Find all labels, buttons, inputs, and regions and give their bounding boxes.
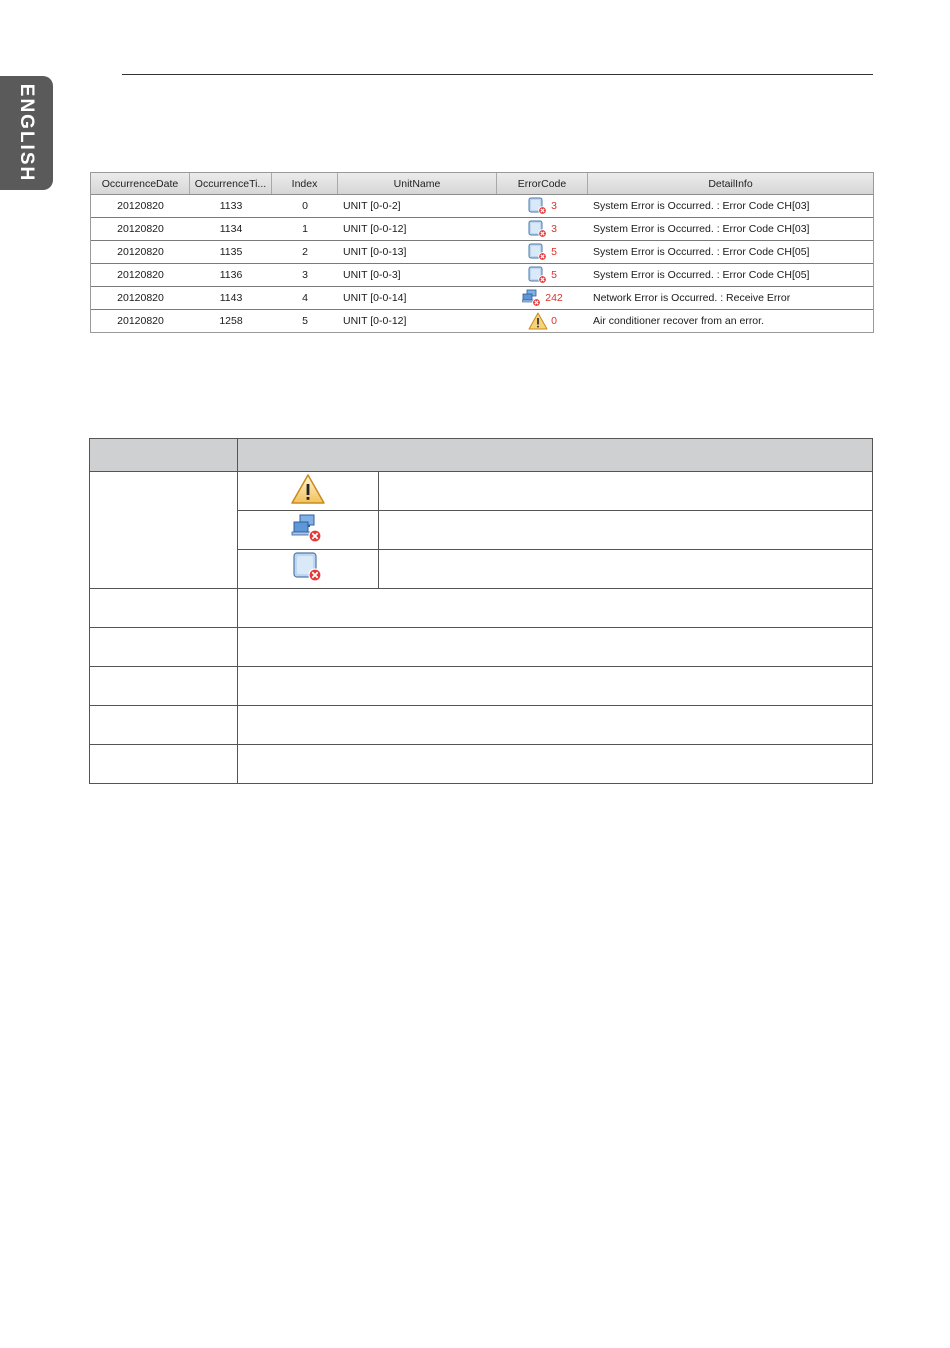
cell-occurrence-time: 1136 xyxy=(219,269,243,281)
system-error-icon xyxy=(291,551,325,583)
error-history-grid xyxy=(90,172,874,333)
cell-unit-name: UNIT [0-0-14] xyxy=(343,292,407,304)
grid-body xyxy=(91,195,873,332)
icon-cell xyxy=(237,550,378,589)
cell-unit-name: UNIT [0-0-3] xyxy=(343,269,401,281)
network-error-icon xyxy=(291,512,325,544)
table-row xyxy=(90,706,873,745)
warning-icon xyxy=(528,312,548,330)
cell-unit-name: UNIT [0-0-12] xyxy=(343,223,407,235)
field-name-cell xyxy=(90,667,238,706)
cell-occurrence-date: 20120820 xyxy=(117,246,164,258)
cell-occurrence-date: 20120820 xyxy=(117,292,164,304)
cell-error-code xyxy=(497,287,588,309)
system-error-icon xyxy=(528,197,548,215)
header-cell-right xyxy=(237,439,872,472)
cell-unit-name: UNIT [0-0-12] xyxy=(343,315,407,327)
cell-error-code xyxy=(497,218,588,240)
error-code-value: 0 xyxy=(551,315,557,327)
icon-cell xyxy=(237,472,378,511)
table-row[interactable] xyxy=(91,264,873,287)
error-code-value: 5 xyxy=(551,269,557,281)
table-row xyxy=(90,628,873,667)
cell-index: 1 xyxy=(302,223,308,235)
table-row xyxy=(90,472,873,511)
cell-index: 3 xyxy=(302,269,308,281)
field-name-cell xyxy=(90,745,238,784)
table-row xyxy=(90,667,873,706)
error-code-value: 242 xyxy=(545,292,563,304)
header-rule xyxy=(122,74,873,75)
cell-occurrence-date: 20120820 xyxy=(117,200,164,212)
error-code-value: 3 xyxy=(551,200,557,212)
cell-occurrence-time: 1134 xyxy=(219,223,243,235)
table-row xyxy=(90,589,873,628)
cell-index: 5 xyxy=(302,315,308,327)
field-description-cell xyxy=(237,667,872,706)
icon-group-label-cell xyxy=(90,472,238,589)
cell-index: 0 xyxy=(302,200,308,212)
field-description-cell xyxy=(237,706,872,745)
cell-index: 4 xyxy=(302,292,308,304)
cell-unit-name: UNIT [0-0-2] xyxy=(343,200,401,212)
cell-occurrence-time: 1143 xyxy=(219,292,243,304)
field-description-cell xyxy=(237,745,872,784)
error-icon-table xyxy=(89,438,873,784)
cell-error-code xyxy=(497,241,588,263)
cell-occurrence-time: 1135 xyxy=(219,246,243,258)
grid-header xyxy=(91,173,873,195)
table-row[interactable] xyxy=(91,241,873,264)
column-header-unit-name[interactable]: UnitName xyxy=(338,173,497,194)
table-row[interactable] xyxy=(91,310,873,332)
network-error-icon xyxy=(522,289,542,307)
cell-occurrence-date: 20120820 xyxy=(117,269,164,281)
cell-index: 2 xyxy=(302,246,308,258)
column-header-occurrence-date[interactable]: OccurrenceDate xyxy=(91,173,190,194)
table-row[interactable] xyxy=(91,195,873,218)
cell-detail-info: System Error is Occurred. : Error Code CH[05] xyxy=(593,246,810,258)
cell-error-code xyxy=(497,264,588,286)
icon-cell xyxy=(237,511,378,550)
table-header-row xyxy=(90,439,873,472)
language-tab-label: ENGLISH xyxy=(16,83,37,183)
cell-detail-info: System Error is Occurred. : Error Code CH[03] xyxy=(593,200,810,212)
icon-description-cell xyxy=(378,472,872,511)
icon-description-cell xyxy=(378,511,872,550)
cell-detail-info: System Error is Occurred. : Error Code CH[05] xyxy=(593,269,810,281)
system-error-icon xyxy=(528,266,548,284)
column-header-detail-info[interactable]: DetailInfo xyxy=(708,177,753,190)
cell-detail-info: Air conditioner recover from an error. xyxy=(593,315,764,327)
cell-occurrence-time: 1133 xyxy=(219,200,243,212)
cell-error-code xyxy=(497,195,588,217)
cell-occurrence-date: 20120820 xyxy=(117,223,164,235)
system-error-icon xyxy=(528,220,548,238)
cell-detail-info: System Error is Occurred. : Error Code CH[03] xyxy=(593,223,810,235)
table-row[interactable] xyxy=(91,287,873,310)
warning-icon xyxy=(290,473,326,505)
field-name-cell xyxy=(90,628,238,667)
cell-occurrence-time: 1258 xyxy=(219,315,243,327)
field-name-cell xyxy=(90,706,238,745)
error-code-value: 3 xyxy=(551,223,557,235)
language-tab xyxy=(0,76,53,190)
cell-unit-name: UNIT [0-0-13] xyxy=(343,246,407,258)
system-error-icon xyxy=(528,243,548,261)
cell-error-code xyxy=(497,310,588,332)
table-row[interactable] xyxy=(91,218,873,241)
header-cell-left xyxy=(90,439,238,472)
table-row xyxy=(90,745,873,784)
icon-description-cell xyxy=(378,550,872,589)
cell-occurrence-date: 20120820 xyxy=(117,315,164,327)
cell-detail-info: Network Error is Occurred. : Receive Error xyxy=(593,292,791,304)
error-code-value: 5 xyxy=(551,246,557,258)
field-description-cell xyxy=(237,589,872,628)
column-header-error-code[interactable]: ErrorCode xyxy=(497,173,588,194)
field-name-cell xyxy=(90,589,238,628)
column-header-occurrence-time[interactable]: OccurrenceTi... xyxy=(190,173,272,194)
column-header-index[interactable]: Index xyxy=(272,173,338,194)
field-description-cell xyxy=(237,628,872,667)
